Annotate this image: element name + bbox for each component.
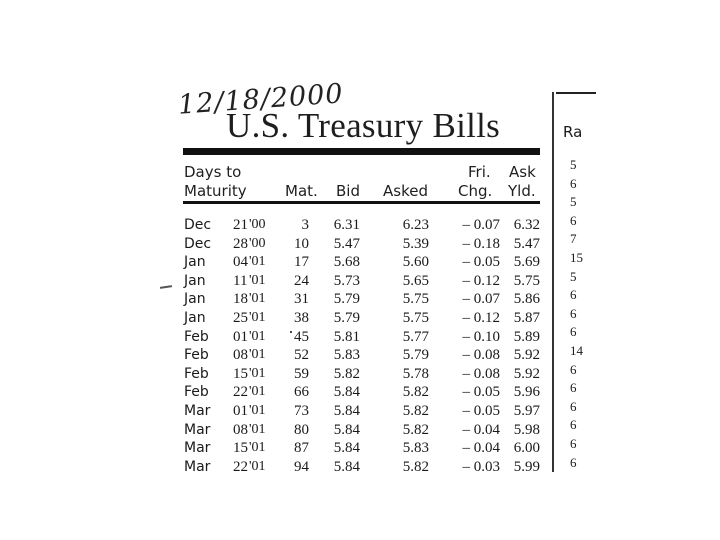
header-chg: Chg. [458,182,493,200]
cell-month: Jan [184,310,206,326]
table-title: U.S. Treasury Bills [226,106,501,145]
cell-yld: 5.69 [513,254,540,271]
cell-mat: 3 [301,217,309,233]
cell-chg: – 0.12 [462,310,500,326]
header-ask: Ask [509,163,536,181]
header-fri: Fri. [468,163,491,181]
side-value: 6 [570,305,577,321]
cell-month: Jan [184,291,206,308]
cell-month: Feb [184,384,209,401]
cell-bid: 5.73 [333,272,360,289]
cell-mat: 80 [294,421,309,438]
cell-mat: 24 [294,272,309,289]
side-value: 5 [570,268,577,284]
cell-day: 25 [233,310,248,326]
cell-asked: 5.78 [402,365,429,382]
cell-mat: 17 [294,254,309,271]
cell-chg: – 0.03 [462,458,500,475]
side-column-rule [556,92,596,94]
cell-month: Dec [184,217,212,233]
cell-asked: 5.83 [402,440,429,457]
cell-year: '01 [249,384,266,400]
cell-yld: 5.92 [513,347,540,364]
cell-day: 22 [233,384,248,401]
cell-asked: 5.60 [402,254,429,271]
cell-year: '00 [249,235,266,251]
header-maturity: Maturity [184,182,247,200]
cell-month: Mar [184,440,211,457]
cell-year: '01 [249,254,266,270]
cell-bid: 5.83 [333,347,360,364]
cell-chg: – 0.04 [462,421,500,438]
cell-mat: 10 [294,235,309,252]
cell-year: '01 [249,421,266,437]
cell-chg: – 0.08 [462,347,500,364]
side-value: 6 [570,175,577,191]
cell-chg: – 0.07 [462,217,500,233]
cell-bid: 5.82 [333,365,360,382]
cell-chg: – 0.07 [462,291,500,308]
cell-chg: – 0.05 [462,254,500,271]
cell-yld: 5.97 [513,403,540,419]
cell-day: 01 [233,328,248,345]
header-bid: Bid [336,182,360,200]
cell-day: 08 [233,421,248,438]
cell-month: Mar [184,458,211,475]
cell-yld: 5.87 [513,310,540,326]
cell-bid: 5.84 [333,384,360,401]
header-asked: Asked [383,182,428,200]
cell-asked: 5.82 [402,421,429,438]
side-value: 6 [570,436,577,451]
side-value: 6 [570,287,577,303]
cell-year: '01 [249,272,266,288]
cell-mat: 66 [294,384,309,401]
cell-asked: 5.82 [402,403,429,419]
cell-yld: 5.89 [513,328,540,345]
cell-bid: 5.84 [333,421,360,438]
cell-month: Jan [184,254,206,271]
cell-chg: – 0.05 [462,403,500,419]
side-value: 15 [570,250,583,265]
cell-mat: 73 [294,403,309,419]
cell-year: '01 [249,458,266,474]
cell-bid: 5.84 [333,458,360,475]
cell-bid: 5.79 [333,310,360,326]
cell-month: Jan [184,272,206,289]
cell-asked: 6.23 [402,217,429,233]
cell-chg: – 0.12 [462,272,500,289]
header-mat: Mat. [285,182,318,200]
cell-yld: 5.98 [513,421,540,438]
cell-yld: 5.92 [513,365,540,382]
cell-month: Feb [184,328,209,345]
cell-bid: 5.84 [333,440,360,457]
cell-bid: 5.84 [333,403,360,419]
cell-chg: – 0.18 [462,235,500,252]
cell-yld: 5.86 [513,291,540,308]
cell-month: Feb [184,347,209,364]
header-yld: Yld. [508,182,536,200]
cell-day: 18 [233,291,248,308]
cell-day: 15 [233,365,248,382]
cell-asked: 5.75 [402,310,429,326]
side-value: 14 [570,343,583,358]
side-value: 6 [570,212,577,228]
side-column-header: Ra [563,123,583,141]
cell-day: 15 [233,440,248,457]
cell-yld: 5.47 [513,235,540,252]
side-value: 6 [570,398,577,414]
cell-day: 22 [233,458,248,475]
cell-bid: 5.79 [333,291,360,308]
side-value: 7 [570,231,577,247]
side-value: 6 [570,324,577,340]
cell-day: 21 [233,217,248,233]
cell-yld: 6.32 [513,217,540,233]
cell-year: '01 [249,310,266,325]
handwritten-date: 12/18/2000 [177,78,345,121]
cell-bid: 5.47 [333,235,360,252]
cell-chg: – 0.08 [462,365,500,382]
cell-year: '01 [249,291,266,307]
cell-bid: 6.31 [333,217,360,233]
cell-yld: 5.96 [513,384,540,401]
cell-chg: – 0.04 [462,440,500,457]
cell-year: '00 [249,217,266,232]
cell-year: '01 [249,365,266,381]
cell-yld: 5.99 [513,458,540,475]
cell-year: '01 [249,403,266,418]
side-value: 6 [570,417,577,433]
cell-year: '01 [249,328,266,344]
cell-month: Mar [184,421,211,438]
cell-asked: 5.82 [402,384,429,401]
cell-month: Dec [184,235,212,252]
cell-month: Feb [184,365,209,382]
cell-bid: 5.81 [333,328,360,345]
cell-mat: 52 [294,347,309,364]
header-days-to: Days to [184,163,242,181]
cell-year: '01 [249,440,266,456]
cell-mat: 31 [294,291,309,308]
side-value: 6 [570,454,577,470]
cell-yld: 5.75 [513,272,540,289]
cell-asked: 5.79 [402,347,429,364]
cell-mat: 87 [294,440,309,457]
cell-yld: 6.00 [513,440,540,457]
print-speck [290,331,292,333]
cell-day: 01 [233,403,248,419]
cell-mat: 38 [294,310,309,326]
cell-chg: – 0.10 [462,328,500,345]
cell-day: 04 [233,254,248,271]
cell-mat: 45 [294,328,309,345]
cell-day: 11 [233,272,248,289]
cell-year: '01 [249,347,266,363]
header-rule [183,201,540,204]
column-divider [552,92,554,472]
cell-asked: 5.82 [402,458,429,475]
cell-day: 28 [233,235,248,252]
side-value: 5 [570,194,577,210]
side-value: 6 [570,380,577,396]
cell-mat: 94 [294,458,309,475]
cell-asked: 5.39 [402,235,429,252]
cell-asked: 5.77 [402,328,429,345]
side-value: 6 [570,361,577,377]
cell-mat: 59 [294,365,309,382]
title-rule [183,148,540,155]
pen-mark [160,285,172,289]
cell-chg: – 0.05 [462,384,500,401]
cell-asked: 5.65 [402,272,429,289]
cell-asked: 5.75 [402,291,429,308]
cell-bid: 5.68 [333,254,360,271]
side-value: 5 [570,157,577,172]
cell-day: 08 [233,347,248,364]
cell-month: Mar [184,403,211,419]
